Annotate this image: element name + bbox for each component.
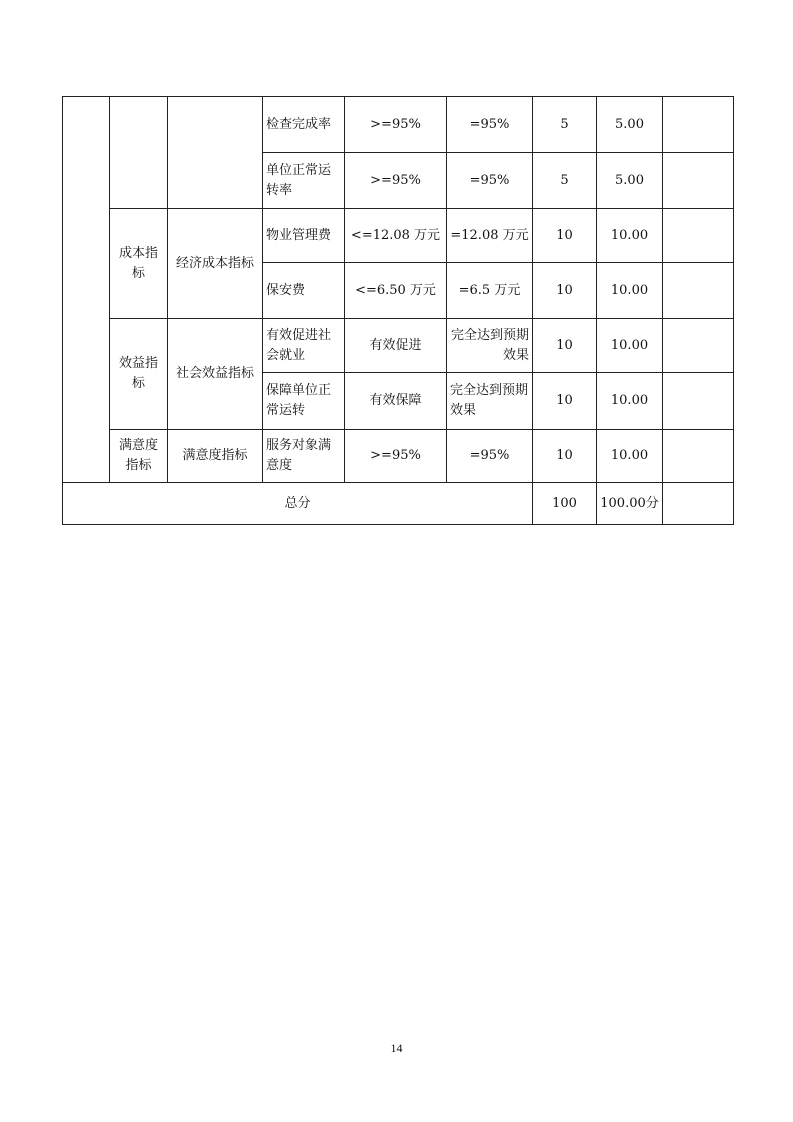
remark-cell [663, 430, 734, 483]
score-cell: 5.00 [597, 153, 663, 209]
weight-cell: 10 [533, 373, 597, 430]
remark-cell [663, 373, 734, 430]
indicator-cell: 保安费 [263, 263, 345, 319]
remark-cell [663, 209, 734, 263]
level2-cell: 满意度指标 [168, 430, 263, 483]
level1-cell: 满意度指标 [110, 430, 168, 483]
score-cell: 10.00 [597, 373, 663, 430]
table-row [63, 319, 734, 373]
remark-cell [663, 319, 734, 373]
annual-target-cell: <=12.08 万元 [345, 209, 447, 263]
total-remark [663, 483, 734, 525]
level2-cell: 经济成本指标 [168, 209, 263, 319]
level2-cell [168, 97, 263, 209]
level2-cell: 社会效益指标 [168, 319, 263, 430]
score-cell: 10.00 [597, 209, 663, 263]
score-cell: 5.00 [597, 97, 663, 153]
actual-value-cell: =95% [447, 97, 533, 153]
actual-value-cell: =12.08 万元 [447, 209, 533, 263]
indicator-cell: 保障单位正常运转 [263, 373, 345, 430]
annual-target-cell: 有效保障 [345, 373, 447, 430]
actual-value-cell: 完全达到预期效果 [447, 373, 533, 430]
remark-cell [663, 153, 734, 209]
remark-cell [663, 97, 734, 153]
level1-cell [110, 97, 168, 209]
weight-cell: 5 [533, 153, 597, 209]
table-row [63, 97, 734, 153]
level1-cell: 效益指标 [110, 319, 168, 430]
annual-target-cell: >=95% [345, 153, 447, 209]
actual-value-cell: =6.5 万元 [447, 263, 533, 319]
level0-cell [63, 97, 110, 483]
weight-cell: 10 [533, 319, 597, 373]
indicator-cell: 检查完成率 [263, 97, 345, 153]
score-cell: 10.00 [597, 319, 663, 373]
actual-value-cell: =95% [447, 430, 533, 483]
actual-value-cell: =95% [447, 153, 533, 209]
remark-cell [663, 263, 734, 319]
level1-cell: 成本指标 [110, 209, 168, 319]
indicator-cell: 单位正常运转率 [263, 153, 345, 209]
total-label: 总分 [63, 483, 533, 525]
total-score: 100.00分 [597, 483, 663, 525]
score-cell: 10.00 [597, 263, 663, 319]
score-cell: 10.00 [597, 430, 663, 483]
weight-cell: 10 [533, 263, 597, 319]
annual-target-cell: <=6.50 万元 [345, 263, 447, 319]
performance-table [62, 96, 734, 525]
table-row [63, 430, 734, 483]
annual-target-cell: 有效促进 [345, 319, 447, 373]
weight-cell: 5 [533, 97, 597, 153]
annual-target-cell: >=95% [345, 430, 447, 483]
table-row [63, 209, 734, 263]
total-weight: 100 [533, 483, 597, 525]
indicator-cell: 有效促进社会就业 [263, 319, 345, 373]
indicator-cell: 服务对象满意度 [263, 430, 345, 483]
weight-cell: 10 [533, 430, 597, 483]
actual-value-cell: 完全达到预期效果 [447, 319, 533, 373]
page-number: 14 [390, 1041, 403, 1055]
total-row [63, 483, 734, 525]
annual-target-cell: >=95% [345, 97, 447, 153]
weight-cell: 10 [533, 209, 597, 263]
indicator-cell: 物业管理费 [263, 209, 345, 263]
